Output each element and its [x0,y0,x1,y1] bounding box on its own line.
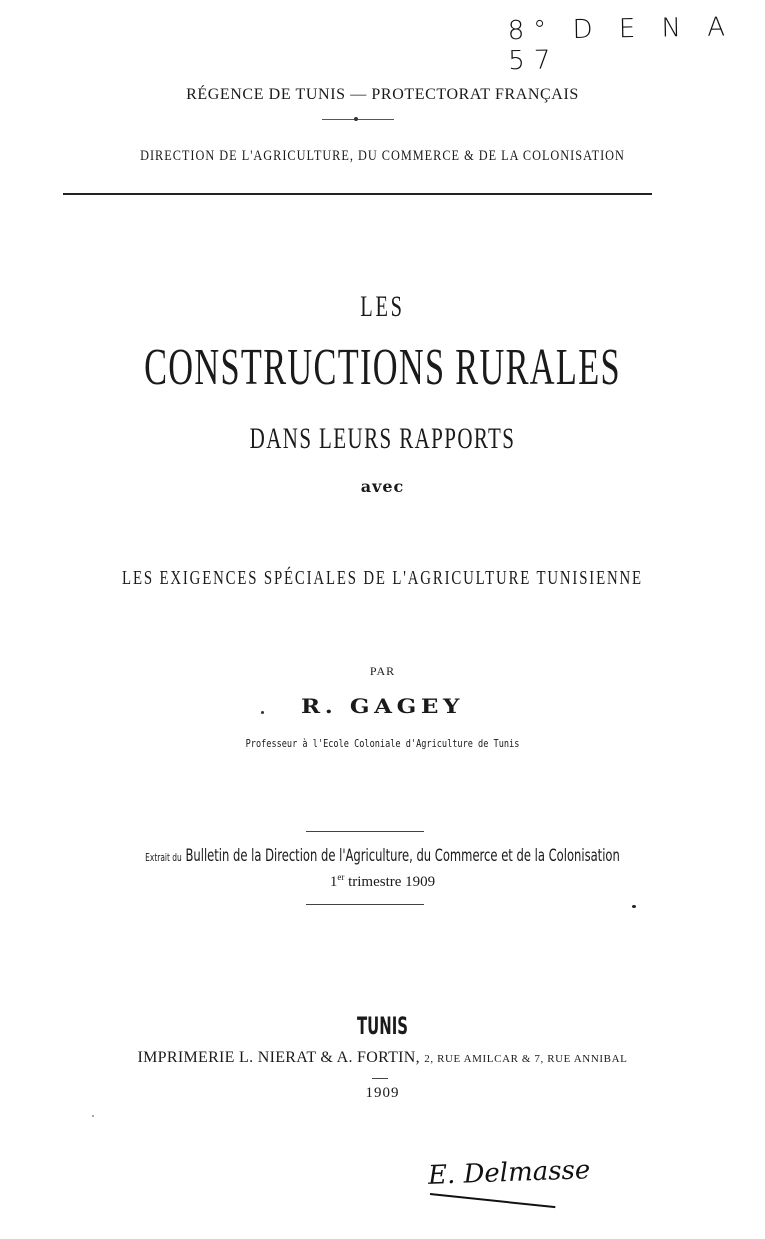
header-rule [63,193,652,195]
extract-rule-bottom [306,904,424,905]
byline-par: PAR [369,664,396,678]
imprint-address: 2, RUE AMILCAR & 7, RUE ANNIBAL [424,1053,628,1065]
imprint-year: 1909 [365,1085,400,1101]
extract-line [122,846,642,866]
imprint-printer-line [0,1049,765,1067]
title-avec: avec [360,477,405,496]
author-affiliation: Professeur à l'Ecole Coloniale d'Agriculture de Tunis [245,737,520,750]
imprint-dash [372,1078,388,1079]
ink-speck [632,905,636,908]
direction-header: DIRECTION DE L'AGRICULTURE, DU COMMERCE & DE LA COLONISATION [140,148,625,164]
extract-rule-top [306,831,424,832]
trimestre-superscript: er [337,872,345,882]
regence-header: RÉGENCE DE TUNIS — PROTECTORAT FRANÇAIS [186,86,579,103]
extract-text: Bulletin de la Direction de l'Agriculture, du Commerce et de la Colonisation [185,846,620,866]
handwritten-signature: E. Delmasse [427,1155,591,1191]
signature-underline [430,1193,556,1208]
trimestre-text: trimestre 1909 [348,874,436,890]
ink-speck [92,1115,94,1117]
imprint-printer: IMPRIMERIE L. NIERAT & A. FORTIN, [137,1049,420,1066]
ornament-dot [354,117,358,121]
imprint-city: TUNIS [357,1012,408,1040]
title-subline: DANS LEURS RAPPORTS [249,422,516,455]
trimestre-line [0,872,765,891]
author-name: R. GAGEY [300,694,465,718]
ornament-rule [322,119,394,120]
title-main: CONSTRUCTIONS RURALES [144,339,621,396]
title-les: LES [360,290,405,323]
extract-prefix: Extrait du [145,851,182,864]
trimestre-number: 1 [329,874,338,890]
title-exigences: LES EXIGENCES SPÉCIALES DE L'AGRICULTURE TUNISIENNE [122,567,643,589]
handwritten-call-number: 8° D E N A 57 [507,12,735,77]
